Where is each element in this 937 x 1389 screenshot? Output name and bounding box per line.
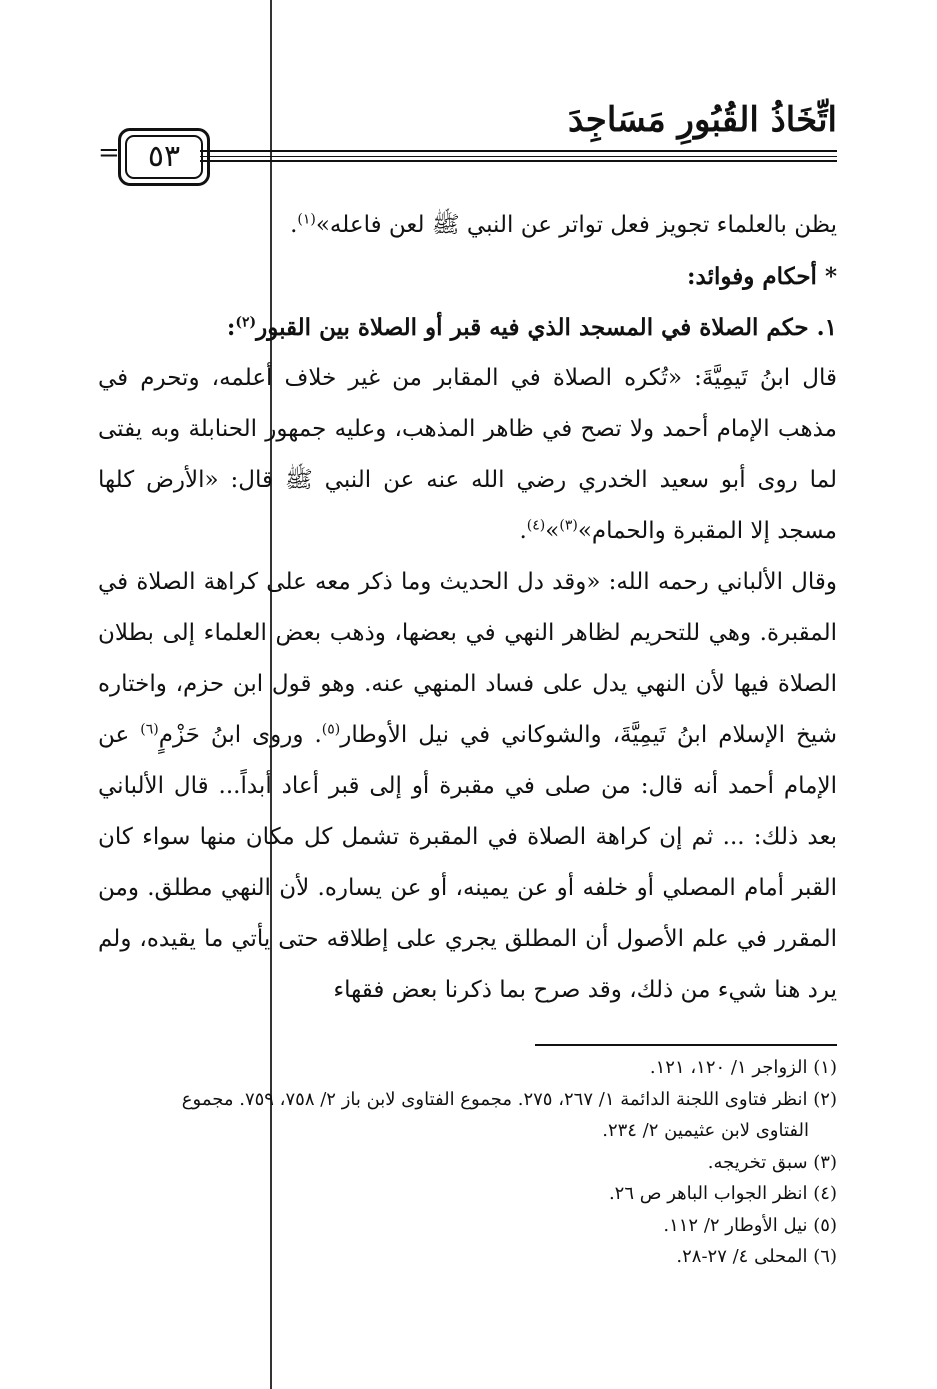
running-title: اتِّخَاذُ القُبُورِ مَسَاجِدَ xyxy=(567,100,837,140)
header-rule xyxy=(200,150,837,162)
footnote-divider xyxy=(535,1044,837,1046)
footnote-ref-2[interactable]: (٢) xyxy=(235,314,257,331)
footnote-ref-1[interactable]: (١) xyxy=(297,211,316,228)
footnote-ref-3[interactable]: (٣) xyxy=(559,517,578,534)
text-line-1: يظن بالعلماء تجويز فعل تواتر عن النبي ﷺ لعن فاعله»$^{(١)}$. xyxy=(290,211,837,238)
footnote-5: (٥) نيل الأوطار ٢/ ١١٢. xyxy=(663,1214,837,1236)
footnote-3: (٣) سبق تخريجه. xyxy=(707,1151,837,1173)
footnote-2-continued: الفتاوى لابن عثيمين ٢/ ٢٣٤. xyxy=(602,1120,809,1141)
main-text xyxy=(98,200,837,1016)
footnotes xyxy=(98,1052,837,1273)
header-ornament: = xyxy=(98,138,120,168)
footnote-ref-4[interactable]: (٤) xyxy=(526,517,546,534)
footnote-ref-5[interactable]: (٥) xyxy=(321,721,341,738)
subsection-heading: ١. حكم الصلاة في المسجد الذي فيه قبر أو الصلاة بين القبور$^{(٢)}$: xyxy=(226,314,837,341)
paragraph-ibn-taymiyyah: قال ابنُ تَيمِيَّةَ: «تُكره الصلاة في المقابر من غير خلاف أعلمه، وتحرم في مذهب الإمام أحمد ولا تصح في ظاهر المذهب، وعليه جمهور الحنابلة وبه يفتى لما روى أبو سعيد الخدري رضي الله عنه عن النبي ﷺ قال: «الأرض كلها مسجد إلا المقبرة والحمام»$^{(٣)}$»$^{(٤)}$. xyxy=(98,365,837,544)
paragraph-albani: وقال الألباني رحمه الله: «وقد دل الحديث وما ذكر معه على كراهة الصلاة في المقبرة. وهي للتحريم لظاهر النهي في بعضها، وذهب بعض العلماء إلى بطلان الصلاة فيها لأن النهي يدل على فساد المنهي عنه. وهو قول ابن حزم، واختاره شيخ الإسلام ابنُ تَيمِيَّةَ، والشوكاني في نيل الأوطار$^{(٥)}$. وروى ابنُ حَزْمٍ$^{(٦)}$ عن الإمام أحمد أنه قال: من صلى في مقبرة أو إلى قبر أعاد أبداً... قال الألباني بعد ذلك: ... ثم إن كراهة الصلاة في المقبرة تشمل كل مكان منها سواء كان القبر أمام المصلي أو خلفه أو عن يمينه، أو عن يساره. لأن النهي مطلق. ومن المقرر في علم الأصول أن المطلق يجري على إطلاقه حتى يأتي ما يقيده، ولم يرد هنا شيء من ذلك، وقد صرح بما ذكرنا بعض فقهاء xyxy=(98,569,838,1003)
page-number-box xyxy=(118,128,210,186)
footnote-1: (١) الزواجر ١/ ١٢٠، ١٢١. xyxy=(649,1057,837,1078)
section-heading: * أحكام وفوائد: xyxy=(687,263,837,290)
footnote-ref-6[interactable]: (٦) xyxy=(140,721,159,738)
page-number: ٥٣ xyxy=(125,135,203,179)
page-header xyxy=(0,0,937,200)
footnote-2: (٢) انظر فتاوى اللجنة الدائمة ١/ ٢٦٧، ٢٧٥. مجموع الفتاوى لابن باز ٢/ ٧٥٨، ٧٥٩. مجموع xyxy=(181,1088,837,1110)
footnote-4: (٤) انظر الجواب الباهر ص ٢٦. xyxy=(608,1183,837,1204)
footnote-6: (٦) المحلى ٤/ ٢٧-٢٨. xyxy=(676,1246,837,1267)
